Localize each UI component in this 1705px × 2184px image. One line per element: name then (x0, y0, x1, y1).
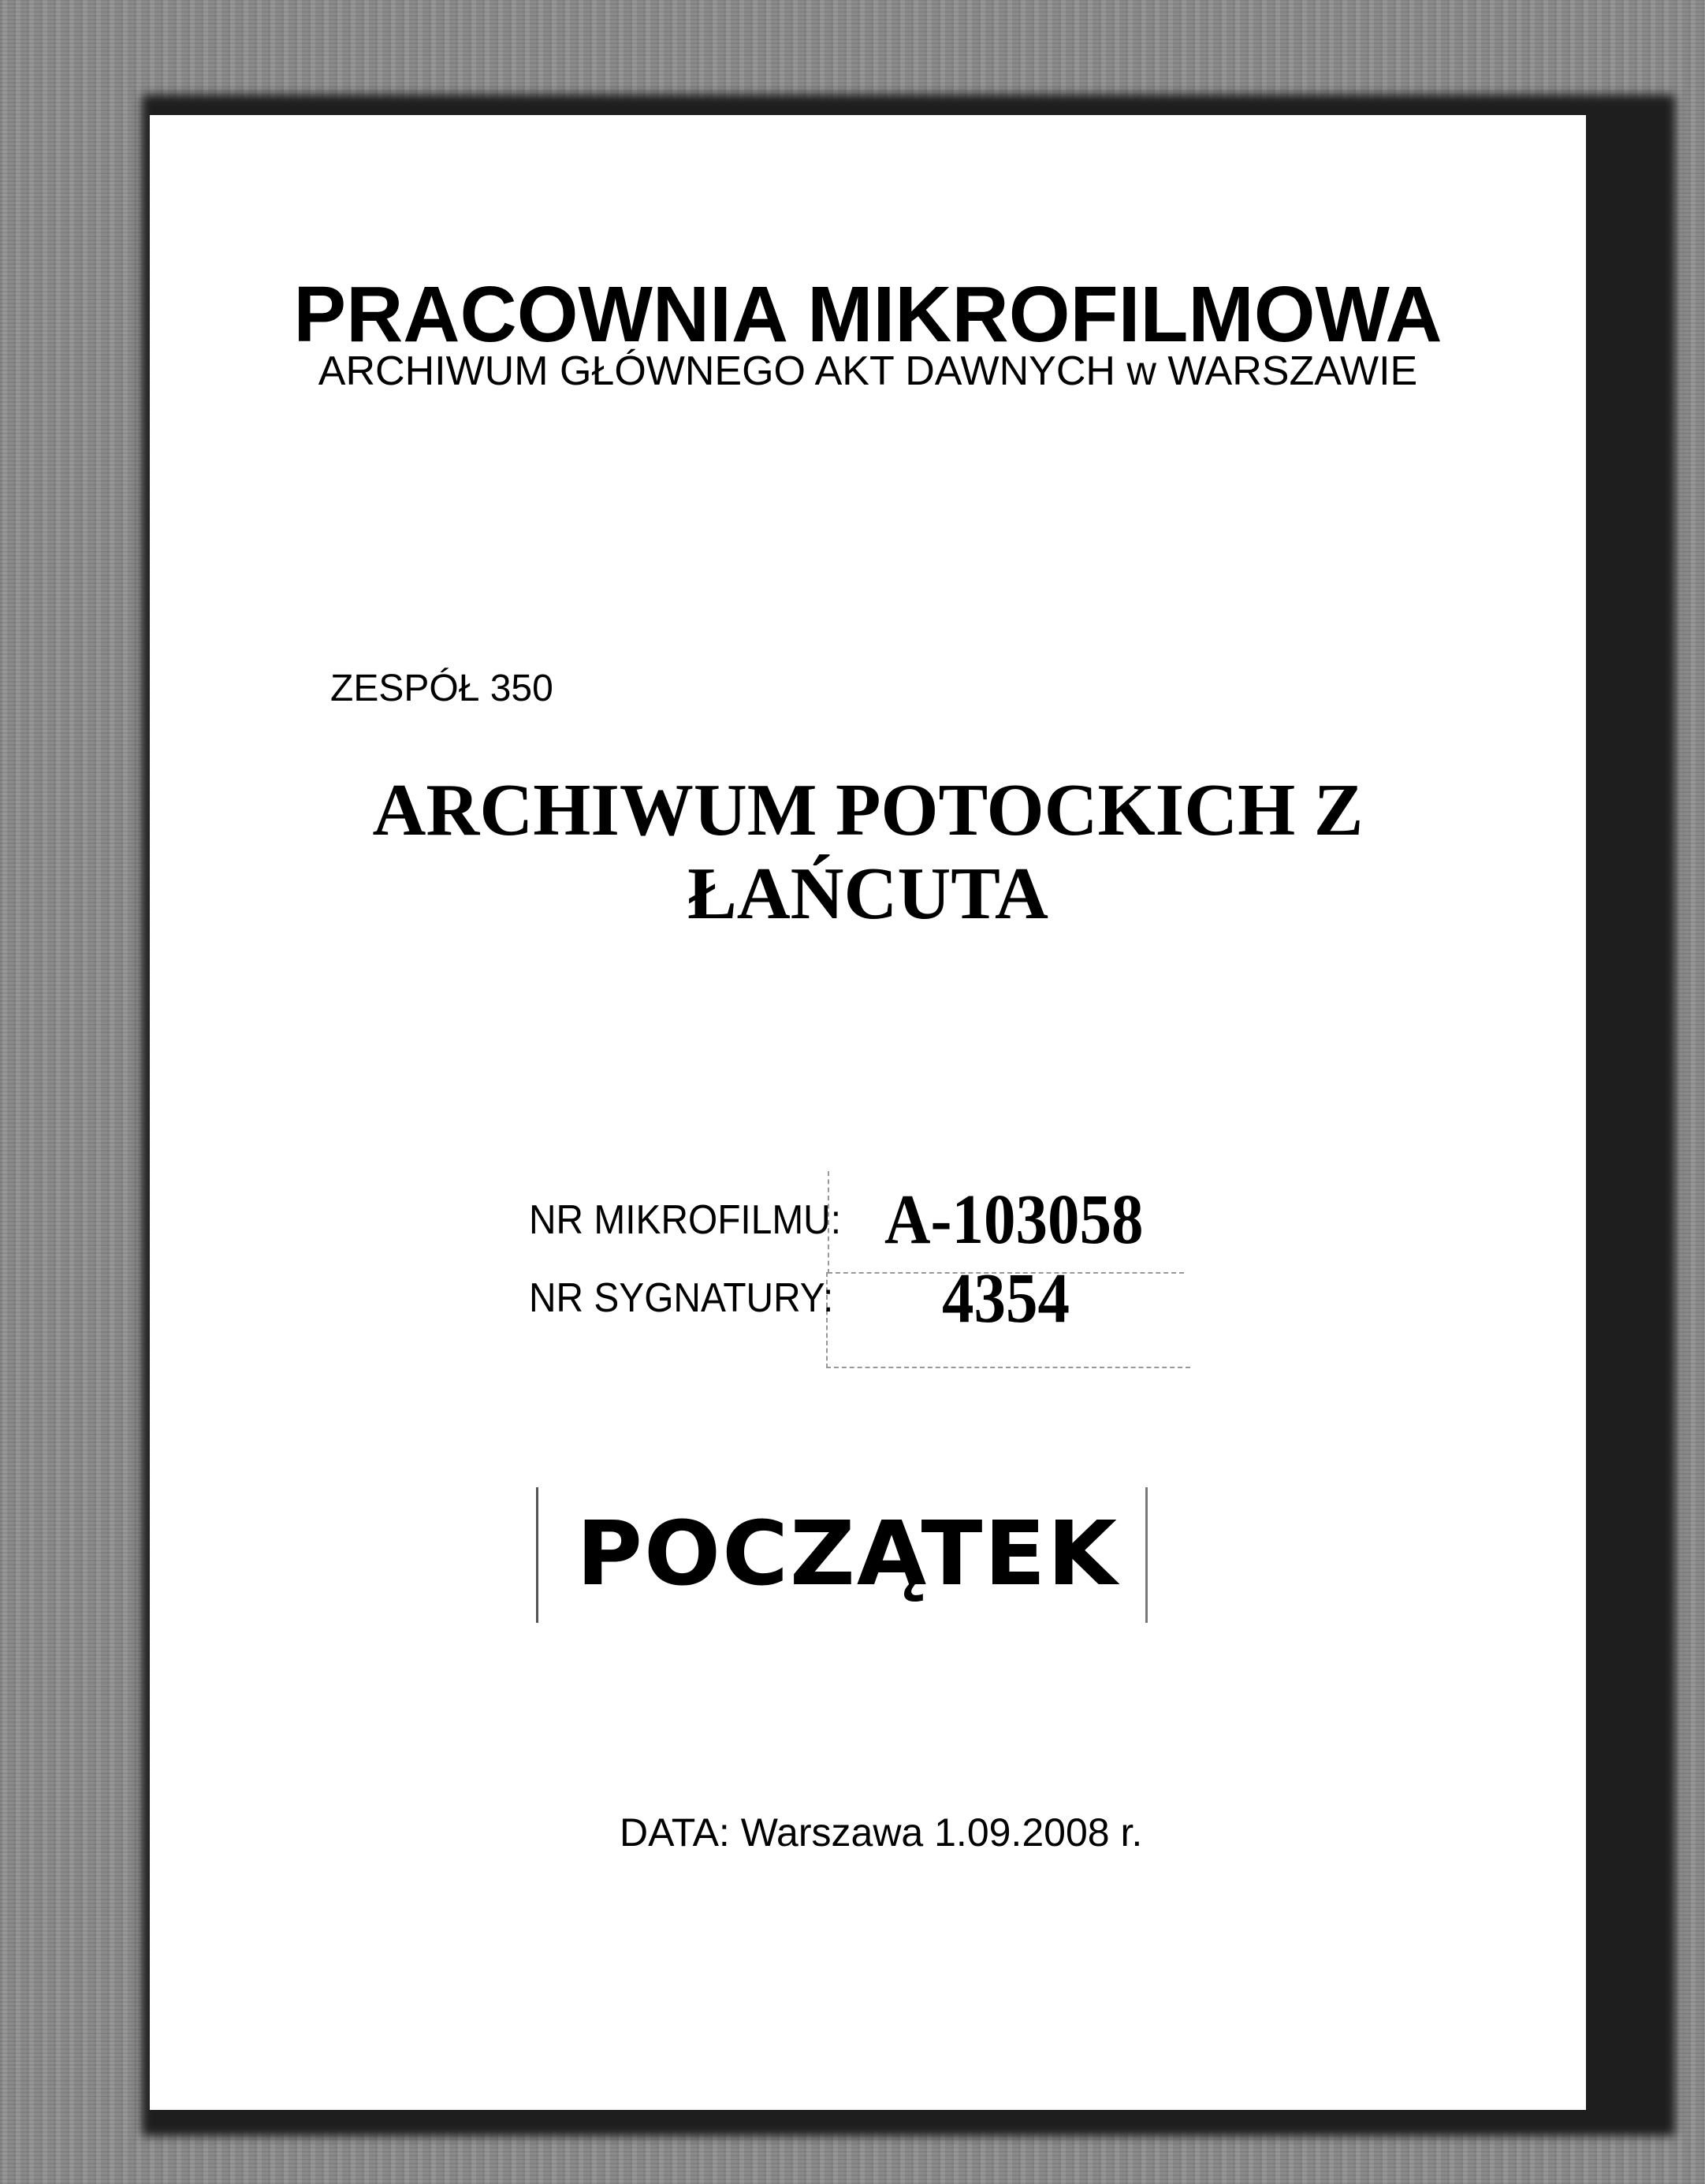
start-marker: POCZĄTEK (576, 1503, 1119, 1605)
collection-number: ZESPÓŁ 350 (330, 668, 553, 709)
document-page (150, 115, 1586, 2110)
collection-name-line2: ŁAŃCUTA (687, 853, 1048, 935)
collection-name-line1: ARCHIWUM POTOCKICH Z (372, 769, 1364, 851)
microfilm-label: NR MIKROFILMU: (529, 1197, 842, 1243)
institution-title: PRACOWNIA MIKROFILMOWA (293, 270, 1443, 359)
signature-number: 4354 (942, 1259, 1070, 1338)
signature-label: NR SYGNATURY: (529, 1275, 834, 1321)
date-line: DATA: Warszawa 1.09.2008 r. (620, 1810, 1143, 1855)
microfilm-number: A-103058 (884, 1181, 1144, 1259)
start-marker-box (536, 1487, 1148, 1623)
institution-subtitle: ARCHIWUM GŁÓWNEGO AKT DAWNYCH w WARSZAWIE (318, 348, 1418, 394)
